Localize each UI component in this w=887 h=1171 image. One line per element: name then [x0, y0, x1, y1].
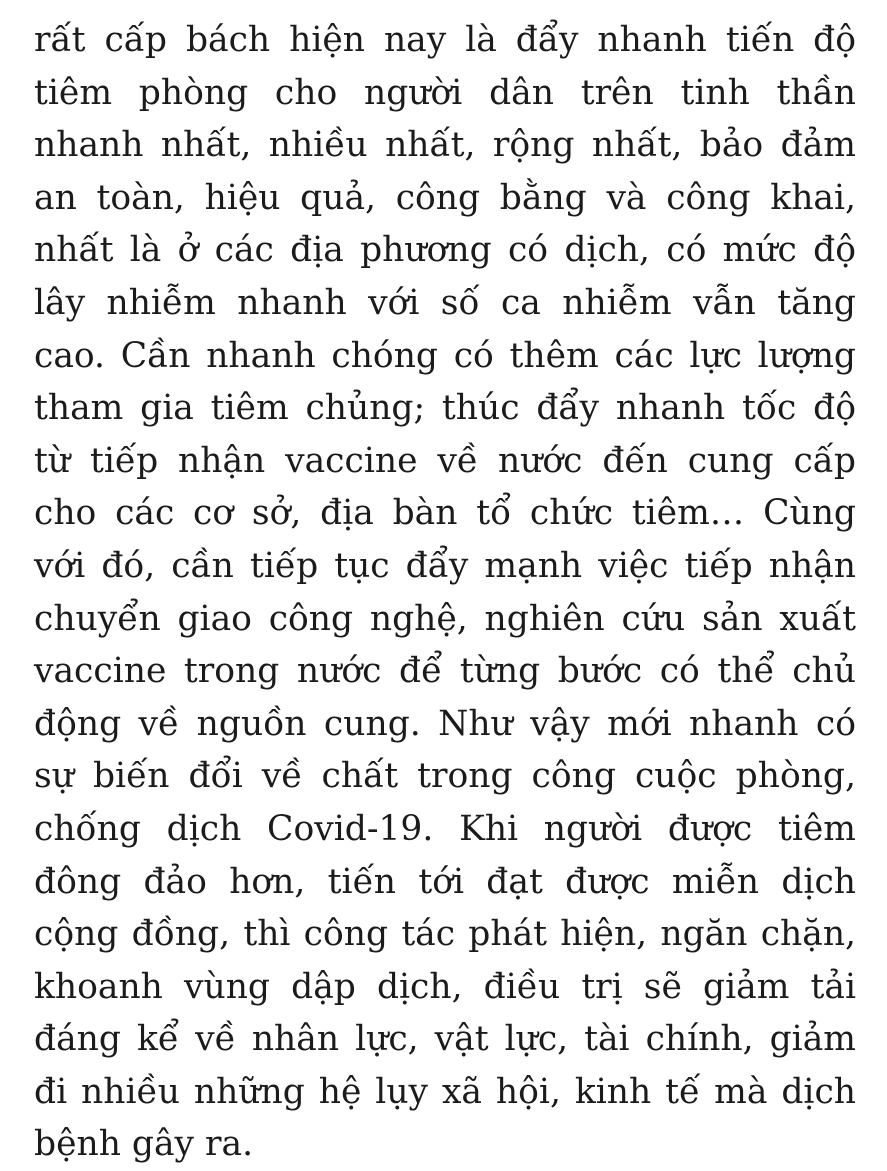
text-line: bệnh gây ra.	[34, 1124, 254, 1165]
text-line: lây nhiễm nhanh với số ca nhiễm vẫn tăng	[34, 282, 856, 323]
text-line: động về nguồn cung. Như vậy mới nhanh có	[34, 703, 856, 744]
text-line: rất cấp bách hiện nay là đẩy nhanh tiến độ	[34, 20, 856, 60]
text-line: chống dịch Covid-19. Khi người được tiêm	[34, 808, 856, 849]
text-line: nhất là ở các địa phương có dịch, có mức độ	[34, 230, 856, 271]
text-line: cao. Cần nhanh chóng có thêm các lực lượng	[34, 335, 856, 376]
article-body	[34, 14, 856, 1171]
text-line: sự biến đổi về chất trong công cuộc phòng,	[34, 756, 856, 797]
text-line: với đó, cần tiếp tục đẩy mạnh việc tiếp nhận	[34, 545, 856, 586]
text-line: đáng kể về nhân lực, vật lực, tài chính, giảm	[34, 1019, 856, 1060]
text-line: đông đảo hơn, tiến tới đạt được miễn dịch	[34, 861, 856, 902]
text-line: từ tiếp nhận vaccine về nước đến cung cấp	[34, 440, 856, 481]
text-line: an toàn, hiệu quả, công bằng và công khai,	[34, 177, 856, 218]
text-line: tiêm phòng cho người dân trên tinh thần	[34, 72, 856, 113]
text-line: tham gia tiêm chủng; thúc đẩy nhanh tốc độ	[34, 388, 856, 429]
text-line: cho các cơ sở, địa bàn tổ chức tiêm… Cùng	[34, 493, 856, 534]
text-line: vaccine trong nước để từng bước có thể chủ	[34, 651, 856, 692]
text-line: khoanh vùng dập dịch, điều trị sẽ giảm tải	[34, 966, 856, 1007]
text-line: cộng đồng, thì công tác phát hiện, ngăn chặn,	[34, 914, 856, 955]
text-line: chuyển giao công nghệ, nghiên cứu sản xuất	[34, 598, 856, 639]
text-line: nhanh nhất, nhiều nhất, rộng nhất, bảo đảm	[34, 125, 856, 166]
text-line: đi nhiều những hệ lụy xã hội, kinh tế mà dịch	[34, 1071, 856, 1112]
